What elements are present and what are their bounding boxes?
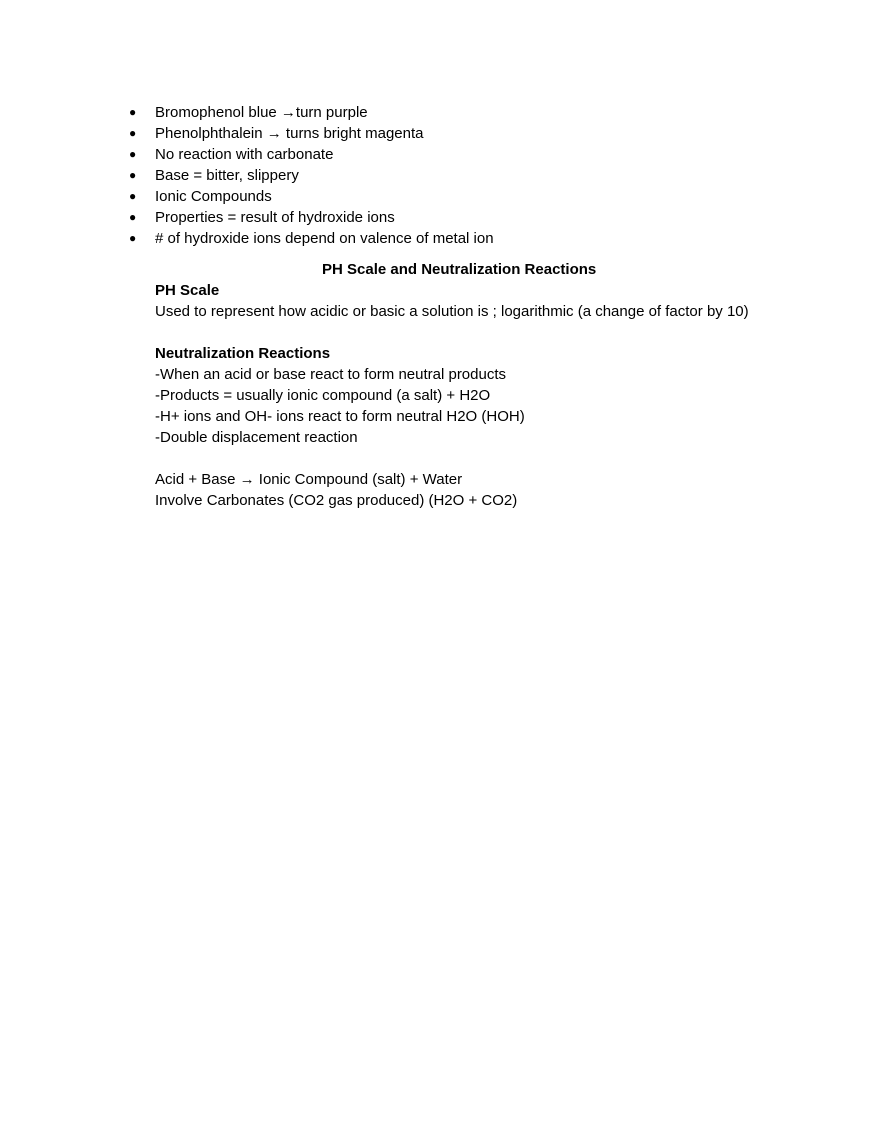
- equation-line: Involve Carbonates (CO2 gas produced) (H2O + CO2): [155, 492, 518, 509]
- bullet-icon: ●: [129, 147, 137, 161]
- list-item-text: Bromophenol blue →turn purple: [155, 104, 368, 121]
- bullet-icon: ●: [129, 126, 137, 140]
- bullet-icon: ●: [129, 189, 137, 203]
- list-item-text: Phenolphthalein → turns bright magenta: [155, 125, 424, 142]
- list-item: [129, 102, 775, 123]
- list-item-text: # of hydroxide ions depend on valence of metal ion: [155, 230, 494, 247]
- list-item: [129, 207, 775, 228]
- bullet-icon: ●: [129, 210, 137, 224]
- bullet-list: [129, 102, 775, 249]
- list-item: [129, 228, 775, 249]
- ph-scale-heading: PH Scale: [155, 282, 220, 299]
- section-title: PH Scale and Neutralization Reactions: [322, 261, 597, 278]
- list-item-text: Base = bitter, slippery: [155, 167, 299, 184]
- neutralization-line: -H+ ions and OH- ions react to form neutral H2O (HOH): [155, 408, 525, 425]
- neutralization-line: -Products = usually ionic compound (a salt) + H2O: [155, 387, 491, 404]
- list-item: [129, 165, 775, 186]
- list-item: [129, 144, 775, 165]
- neutralization-heading: Neutralization Reactions: [155, 345, 331, 362]
- list-item-text: Properties = result of hydroxide ions: [155, 209, 395, 226]
- list-item-text: No reaction with carbonate: [155, 146, 334, 163]
- equation-line: Acid + Base → Ionic Compound (salt) + Water: [155, 471, 463, 488]
- bullet-icon: ●: [129, 231, 137, 245]
- list-item-text: Ionic Compounds: [155, 188, 272, 205]
- document-body: [129, 102, 775, 511]
- bullet-icon: ●: [129, 105, 137, 119]
- neutralization-line: -Double displacement reaction: [155, 429, 358, 446]
- ph-scale-text: Used to represent how acidic or basic a solution is ; logarithmic (a change of factor by 10): [155, 303, 749, 320]
- neutralization-line: -When an acid or base react to form neutral products: [155, 366, 507, 383]
- list-item: [129, 123, 775, 144]
- list-item: [129, 186, 775, 207]
- bullet-icon: ●: [129, 168, 137, 182]
